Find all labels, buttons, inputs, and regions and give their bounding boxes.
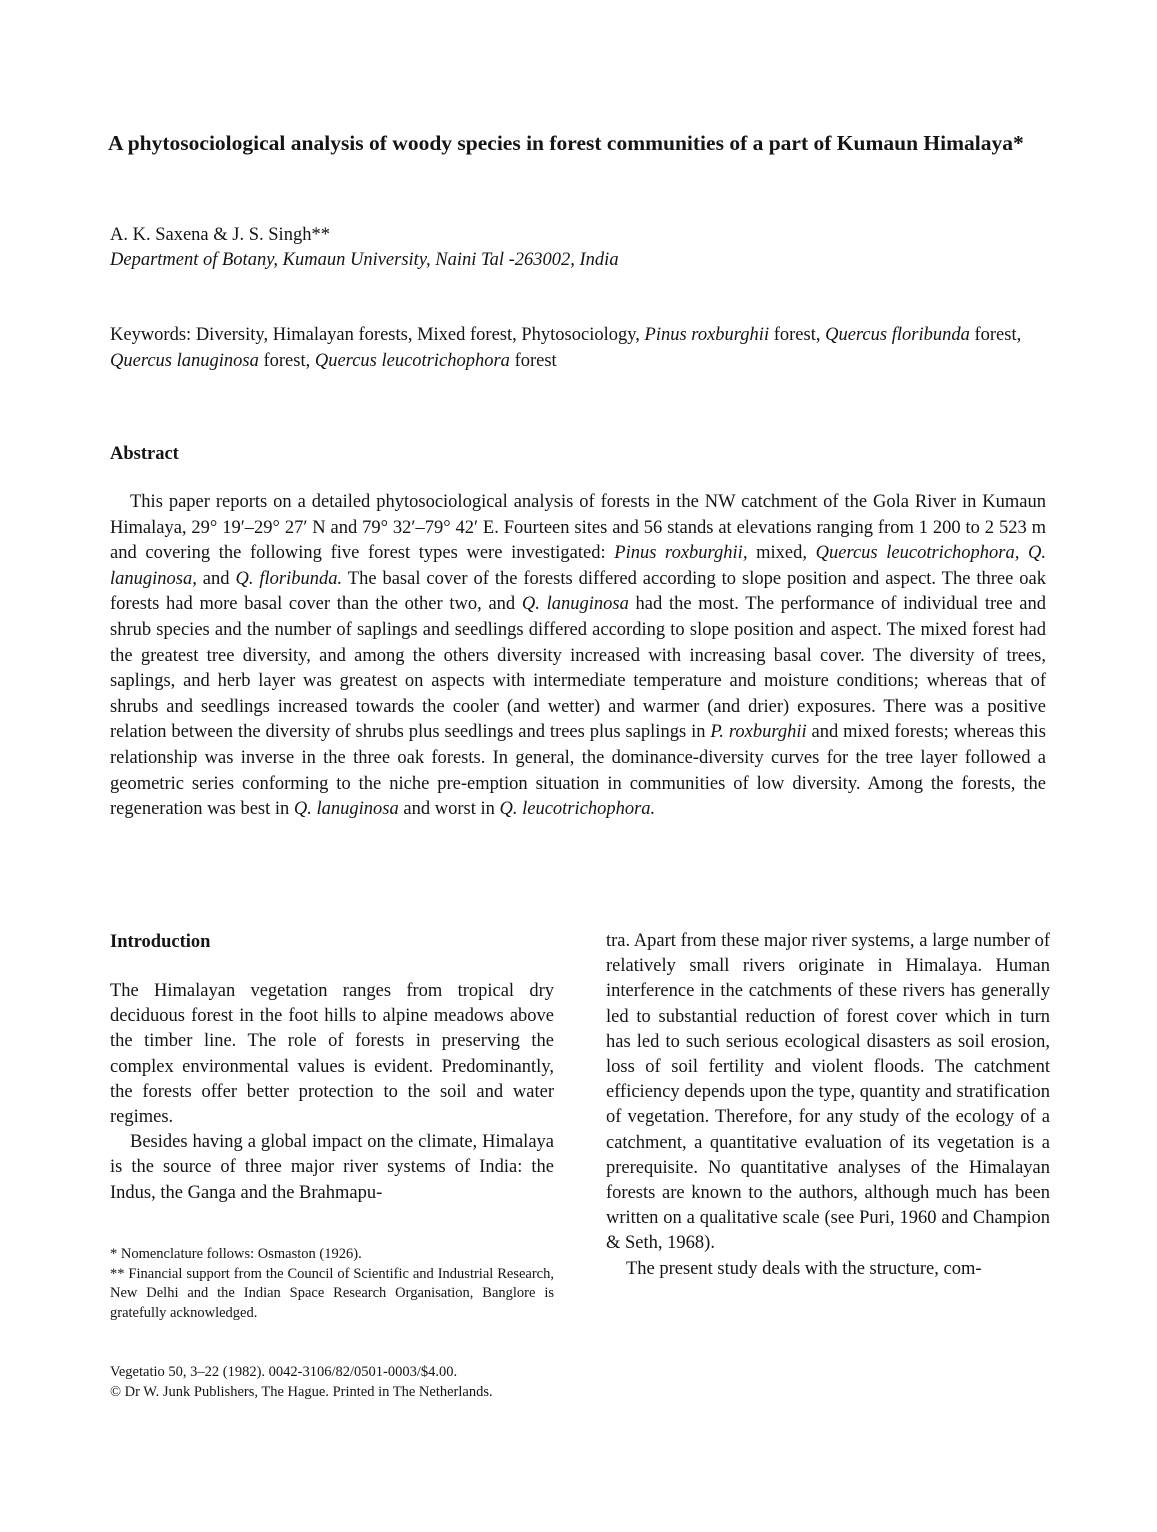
- keywords-text: forest: [509, 351, 557, 371]
- abstract-text: and worst in: [398, 799, 500, 820]
- intro-paragraph: The present study deals with the structure, com-: [626, 1258, 982, 1279]
- intro-paragraph: tra. Apart from these major river systems, a large number of relatively small rivers originate in Himalaya. Human interference in the catchments of these rivers has generally led to substantial reduction of forest cover which in turn has led to such serious ecological disasters as soil erosion, loss of soil fertility and violent floods. The catchment efficiency depends upon the type, quantity and stratification of vegetation. Therefore, for any study of the ecology of a catchment, a quantitative evaluation of its vegetation is a prerequisite. No quantitative analyses of the Himalayan forests are known to the authors, although much has been written on a qualitative scale (see Puri, 1960 and Champion & Seth, 1968).: [606, 931, 1050, 1254]
- introduction-heading: Introduction: [110, 932, 211, 952]
- authors: A. K. Saxena & J. S. Singh**: [110, 225, 330, 245]
- keywords-text: forest,: [258, 351, 315, 371]
- abstract-text: mixed,: [747, 543, 816, 564]
- abstract-text: and mixed forests; whereas this relationship was inverse in the three oak forests. In general, the dominance-diversity curves for the tree layer followed a geometric series conforming to the niche pre-emption situation in communities of low diversity. Among the forests, the regeneration was best in: [110, 722, 1046, 820]
- abstract-text: had the most. The performance of individual tree and shrub species and the number of saplings and seedlings differed according to slope position and aspect. The mixed forest had the greatest tree diversity, and among the others diversity increased with increasing basal cover. The diversity of trees, saplings, and herb layer was greatest on aspects with intermediate temperature and moisture conditions; whereas that of shrubs and seedlings increased towards the cooler (and wetter) and warmer (and drier) exposures. There was a positive relation between the diversity of shrubs plus seedlings and trees plus saplings in: [110, 594, 1046, 743]
- abstract-species: Pinus roxburghii,: [614, 543, 748, 564]
- keyword-species: Pinus roxburghii: [644, 325, 770, 345]
- copyright-line: © Dr W. Junk Publishers, The Hague. Printed in The Netherlands.: [110, 1383, 493, 1400]
- journal-info: [110, 1363, 630, 1402]
- keyword-species: Quercus leucotrichophora: [314, 351, 510, 371]
- abstract-text: and: [196, 568, 236, 589]
- abstract-text: This paper reports on a detailed phytosociological analysis of forests in the NW catchment of the Gola River in Kumaun Himalaya, 29° 19′–29° 27′ N and 79° 32′–79° 42′ E. Fourteen sites and 56 stands at elevations ranging from 1 200 to 2 523 m and covering the following five forest types were investigated:: [110, 492, 1046, 564]
- keywords-text: Diversity, Himalayan forests, Mixed forest, Phytosociology,: [191, 325, 645, 345]
- footnote: * Nomenclature follows: Osmaston (1926).: [110, 1246, 362, 1262]
- keywords-text: forest,: [969, 325, 1022, 345]
- abstract-species: P. roxburghii: [710, 722, 807, 743]
- journal-citation: Vegetatio 50, 3–22 (1982). 0042-3106/82/0501-0003/$4.00.: [110, 1364, 458, 1380]
- keywords-label: Keywords:: [110, 325, 192, 345]
- affiliation: Department of Botany, Kumaun University, Naini Tal -263002, India: [110, 250, 619, 270]
- introduction-right-column: [606, 929, 1050, 1282]
- introduction-left-column: [110, 979, 554, 1206]
- keywords-text: forest,: [769, 325, 826, 345]
- keywords: [110, 322, 1050, 374]
- keyword-species: Quercus floribunda: [825, 325, 970, 345]
- abstract-species: Quercus leucotrichophora, Q. lanuginosa,: [110, 543, 1046, 589]
- abstract-species: Q. lanuginosa: [293, 799, 399, 820]
- abstract-species: Q. lanuginosa: [521, 594, 629, 615]
- abstract-text: The basal cover of the forests differed according to slope position and aspect. The three oak forests had more basal cover than the other two, and: [110, 568, 1047, 615]
- intro-paragraph: Besides having a global impact on the climate, Himalaya is the source of three major river systems of India: the Indus, the Ganga and the Brahmapu-: [110, 1132, 554, 1203]
- footnotes: [110, 1245, 554, 1323]
- abstract-species: Q. leucotrichophora.: [499, 799, 656, 820]
- keyword-species: Quercus lanuginosa: [110, 351, 259, 371]
- abstract-species: Q. floribunda.: [235, 568, 343, 589]
- abstract-heading: Abstract: [110, 444, 179, 464]
- abstract-body: [110, 490, 1046, 823]
- paper-title: A phytosociological analysis of woody species in forest communities of a part of Kumaun Himalaya*: [108, 131, 1024, 155]
- footnote: ** Financial support from the Council of Scientific and Industrial Research, New Delhi and the Indian Space Research Organisation, Banglore is gratefully acknowledged.: [110, 1265, 554, 1321]
- intro-paragraph: The Himalayan vegetation ranges from tropical dry deciduous forest in the foot hills to alpine meadows above the timber line. The role of forests in preserving the complex environmental values is evident. Predominantly, the forests offer better protection to the soil and water regimes.: [110, 981, 554, 1128]
